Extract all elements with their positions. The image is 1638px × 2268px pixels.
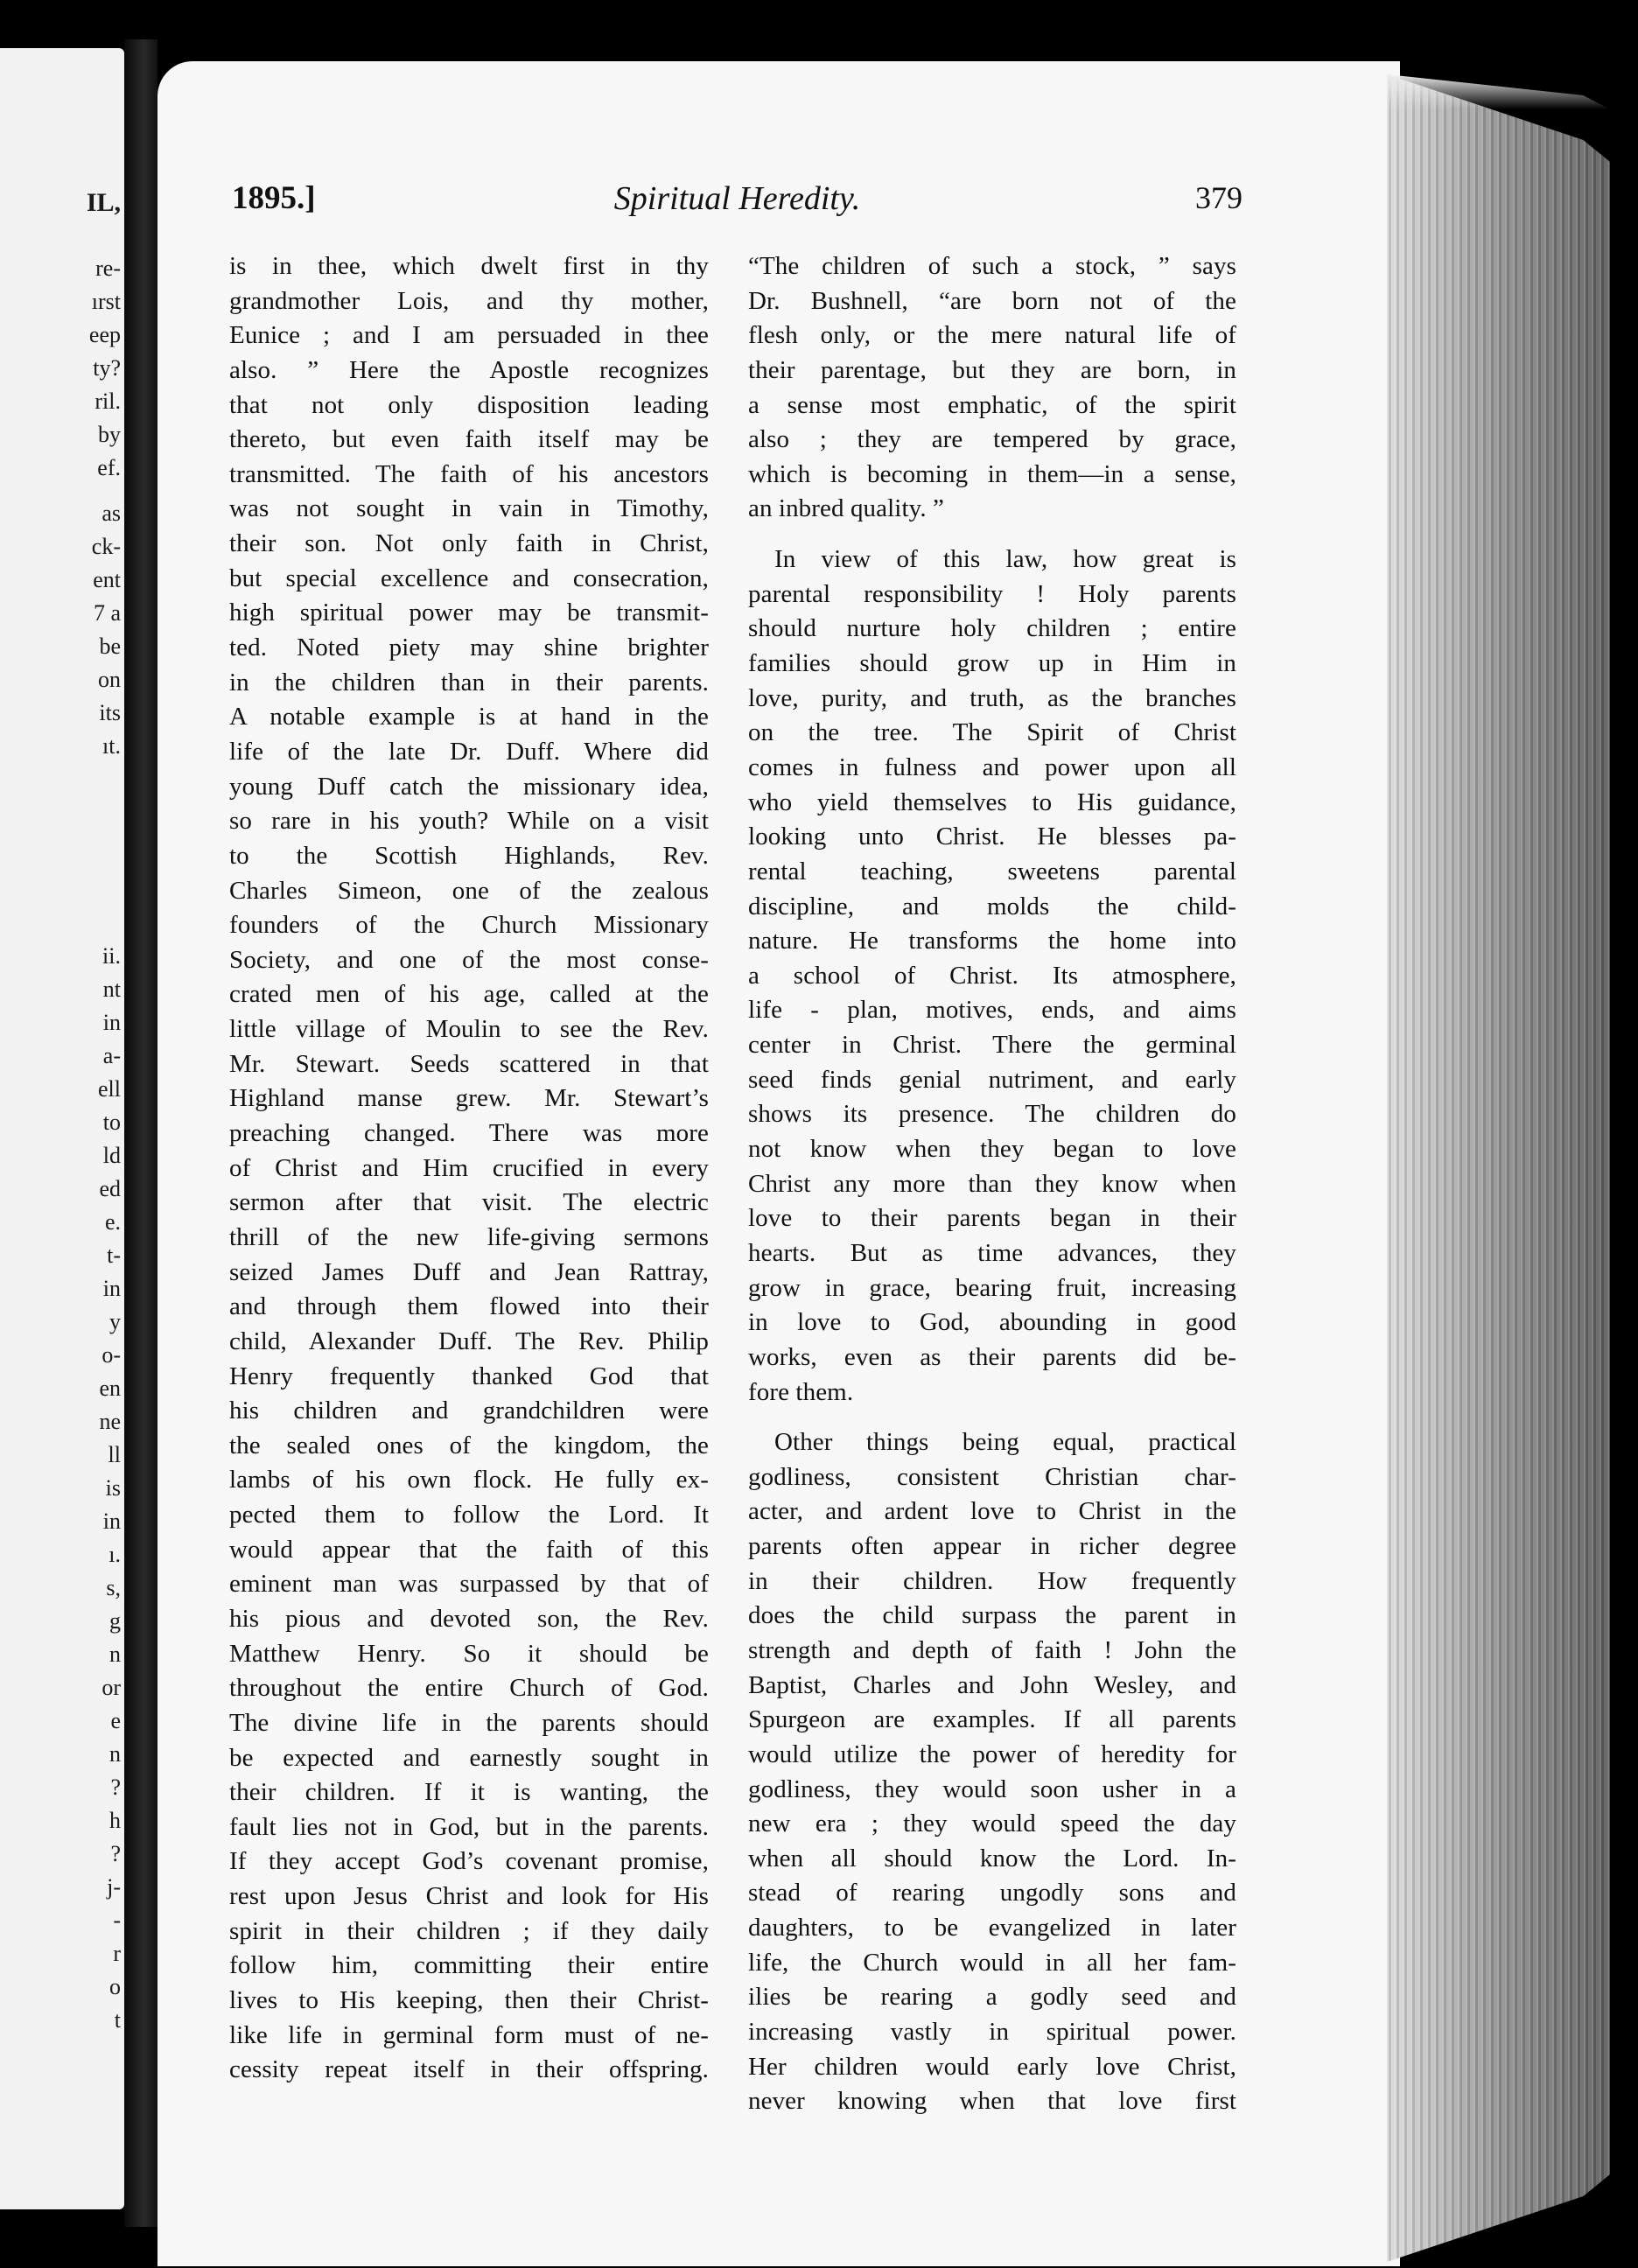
previous-page-edge	[0, 48, 124, 2209]
text-line: and through them flowed into their	[229, 1292, 709, 1321]
text-line: love to their parents began in their	[748, 1204, 1236, 1233]
text-line: life - plan, motives, ends, and aims	[748, 996, 1236, 1025]
text-line: discipline, and molds the child-	[748, 892, 1236, 920]
previous-page-text-fragment: ırst	[91, 289, 121, 314]
text-line: their son. Not only faith in Christ,	[229, 529, 709, 558]
text-line: an inbred quality. ”	[748, 494, 944, 523]
previous-page-text-fragment: n	[109, 1642, 121, 1667]
text-line: rental teaching, sweetens parental	[748, 857, 1236, 886]
previous-page-text-fragment: in	[102, 1010, 121, 1035]
text-line: should nurture holy children ; entire	[748, 614, 1236, 643]
text-line: godliness, they would soon usher in a	[748, 1774, 1236, 1803]
text-line: throughout the entire Church of God.	[229, 1674, 709, 1703]
book-gutter	[124, 39, 158, 2227]
text-line: The divine life in the parents should	[229, 1708, 709, 1737]
previous-page-text-fragment: nt	[102, 976, 121, 1002]
previous-page-text-fragment: o	[109, 1974, 121, 1999]
text-line: Mr. Stewart. Seeds scattered in that	[229, 1049, 709, 1078]
previous-page-text-fragment: r	[113, 1941, 121, 1966]
previous-page-text-fragment: e.	[104, 1209, 121, 1235]
text-line: flesh only, or the mere natural life of	[748, 321, 1236, 350]
previous-page-text-fragment: g	[109, 1608, 121, 1634]
previous-page-text-fragment: a-	[102, 1043, 121, 1068]
previous-page-text-fragment: -	[113, 1908, 121, 1933]
text-line: parents often appear in richer degree	[748, 1532, 1236, 1561]
previous-page-text-fragment: ı.	[108, 1542, 121, 1567]
text-line: center in Christ. There the germinal	[748, 1031, 1236, 1060]
text-line: nature. He transforms the home into	[748, 927, 1236, 956]
text-line: If they accept God’s covenant promise,	[229, 1847, 709, 1876]
previous-page-text-fragment: by	[98, 422, 121, 447]
text-line: seed finds genial nutriment, and early	[748, 1065, 1236, 1094]
text-line: follow him, committing their entire	[229, 1951, 709, 1980]
text-line: who yield themselves to His guidance,	[748, 788, 1236, 816]
text-line: strength and depth of faith ! John the	[748, 1635, 1236, 1664]
previous-page-text-fragment: ef.	[97, 455, 121, 480]
text-line: increasing vastly in spiritual power.	[748, 2018, 1236, 2047]
text-line: eminent man was surpassed by that of	[229, 1570, 709, 1599]
text-line: pected them to follow the Lord. It	[229, 1501, 709, 1530]
text-line: also. ” Here the Apostle recognizes	[229, 355, 709, 384]
text-line: which is becoming in them—in a sense,	[748, 459, 1236, 488]
text-line: Charles Simeon, one of the zealous	[229, 876, 709, 905]
previous-page-text-fragment: ril.	[94, 388, 121, 414]
previous-page-text-fragment: ty?	[93, 355, 121, 381]
text-line: lives to His keeping, then their Christ-	[229, 1986, 709, 2015]
previous-page-text-fragment: j-	[107, 1874, 121, 1900]
text-line: would utilize the power of heredity for	[748, 1740, 1236, 1768]
text-line: Her children would early love Christ,	[748, 2052, 1236, 2081]
text-line: little village of Moulin to see the Rev.	[229, 1015, 709, 1044]
text-line: new era ; they would speed the day	[748, 1810, 1236, 1838]
previous-page-text-fragment: t-	[107, 1242, 121, 1268]
previous-page-text-fragment: ıt.	[102, 733, 121, 759]
text-line: godliness, consistent Christian char-	[748, 1462, 1236, 1491]
text-line: would appear that the faith of this	[229, 1535, 709, 1564]
text-line: never knowing when that love first	[748, 2087, 1236, 2116]
text-line: stead of rearing ungodly sons and	[748, 1879, 1236, 1908]
paragraph	[748, 1425, 1236, 2119]
text-line: daughters, to be evangelized in later	[748, 1914, 1236, 1942]
text-line: Christ any more than they know when	[748, 1169, 1236, 1198]
previous-page-text-fragment: re-	[95, 256, 121, 281]
previous-page-text-fragment: eep	[88, 322, 121, 347]
previous-page-text-fragment: ed	[99, 1176, 121, 1201]
text-line: their parentage, but they are born, in	[748, 355, 1236, 384]
previous-page-text-fragment: 7 a	[93, 600, 121, 626]
text-line: Dr. Bushnell, “are born not of the	[748, 286, 1236, 315]
text-line: looking unto Christ. He blesses pa-	[748, 822, 1236, 851]
text-line: love, purity, and truth, as the branches	[748, 683, 1236, 712]
text-line: on the tree. The Spirit of Christ	[748, 718, 1236, 747]
previous-page-text-fragment: o-	[102, 1342, 121, 1368]
text-line: shows its presence. The children do	[748, 1100, 1236, 1129]
text-line: crated men of his age, called at the	[229, 980, 709, 1009]
text-line: ilies be rearing a godly seed and	[748, 1983, 1236, 2012]
previous-page-text-fragment: ?	[110, 1841, 121, 1866]
text-line: the sealed ones of the kingdom, the	[229, 1431, 709, 1460]
paragraph-gap	[748, 1410, 1236, 1425]
text-line: was not sought in vain in Timothy,	[229, 494, 709, 523]
previous-page-text-fragment: ii.	[102, 943, 121, 969]
text-line: Matthew Henry. So it should be	[229, 1639, 709, 1668]
text-line: works, even as their parents did be-	[748, 1342, 1236, 1371]
page-edges-stack	[1387, 74, 1610, 2262]
text-line: like life in germinal form must of ne-	[229, 2020, 709, 2049]
text-line: not know when they began to love	[748, 1135, 1236, 1164]
left-text-column	[229, 249, 709, 2088]
text-line: Eunice ; and I am persuaded in thee	[229, 321, 709, 350]
text-line: Spurgeon are examples. If all parents	[748, 1705, 1236, 1734]
previous-page-text-fragment: s,	[106, 1575, 121, 1600]
text-line: rest upon Jesus Christ and look for His	[229, 1882, 709, 1911]
previous-page-text-fragment: IL,	[86, 188, 121, 217]
text-line: cessity repeat itself in their offspring.	[229, 2055, 709, 2084]
header-title: Spiritual Heredity.	[613, 180, 861, 217]
text-line: fault lies not in God, but in the parents.	[229, 1812, 709, 1841]
previous-page-text-fragment: in	[102, 1276, 121, 1301]
previous-page-text-fragment: ne	[99, 1409, 121, 1434]
previous-page-text-fragment: or	[102, 1675, 121, 1700]
text-line: preaching changed. There was more	[229, 1119, 709, 1148]
text-line: his pious and devoted son, the Rev.	[229, 1604, 709, 1633]
previous-page-text-fragment: ll	[108, 1442, 121, 1467]
previous-page-text-fragment: ent	[93, 567, 121, 592]
text-line: does the child surpass the parent in	[748, 1601, 1236, 1630]
previous-page-text-fragment: as	[102, 500, 121, 526]
text-line: to the Scottish Highlands, Rev.	[229, 841, 709, 870]
text-line: In view of this law, how great is	[774, 545, 1236, 574]
previous-page-text-fragment: its	[99, 700, 121, 725]
text-line: Society, and one of the most conse-	[229, 945, 709, 974]
text-line: Highland manse grew. Mr. Stewart’s	[229, 1084, 709, 1113]
text-line: grandmother Lois, and thy mother,	[229, 286, 709, 315]
paragraph	[748, 249, 1236, 527]
previous-page-text-fragment: e	[110, 1708, 121, 1733]
text-line: high spiritual power may be transmit-	[229, 598, 709, 627]
text-line: hearts. But as time advances, they	[748, 1238, 1236, 1267]
previous-page-text-fragment: ell	[98, 1076, 121, 1102]
text-line: in their children. How frequently	[748, 1566, 1236, 1595]
previous-page-text-fragment: is	[105, 1475, 121, 1501]
previous-page-text-fragment: to	[102, 1110, 121, 1135]
text-line: ted. Noted piety may shine brighter	[229, 634, 709, 662]
previous-page-text-fragment: y	[109, 1309, 121, 1334]
previous-page-text-fragment: ?	[110, 1774, 121, 1800]
text-line: thrill of the new life-giving sermons	[229, 1222, 709, 1251]
text-line: comes in fulness and power upon all	[748, 752, 1236, 781]
text-line: acter, and ardent love to Christ in the	[748, 1497, 1236, 1526]
text-line: in love to God, abounding in good	[748, 1308, 1236, 1337]
text-line: spirit in their children ; if they daily	[229, 1916, 709, 1945]
text-line: but special excellence and consecration,	[229, 564, 709, 592]
previous-page-text-fragment: be	[99, 634, 121, 659]
text-line: sermon after that visit. The electric	[229, 1188, 709, 1217]
text-line: so rare in his youth? While on a visit	[229, 807, 709, 836]
text-line: thereto, but even faith itself may be	[229, 425, 709, 454]
text-line: a school of Christ. Its atmosphere,	[748, 961, 1236, 990]
previous-page-text-fragment: t	[114, 2007, 121, 2033]
previous-page-text-fragment: en	[99, 1376, 121, 1401]
running-header	[232, 179, 1242, 223]
text-line: seized James Duff and Jean Rattray,	[229, 1257, 709, 1286]
paragraph-gap	[748, 527, 1236, 542]
text-line: families should grow up in Him in	[748, 649, 1236, 678]
previous-page-text-fragment: h	[109, 1808, 121, 1833]
text-line: Baptist, Charles and John Wesley, and	[748, 1670, 1236, 1699]
text-line: of Christ and Him crucified in every	[229, 1153, 709, 1182]
text-line: life of the late Dr. Duff. Where did	[229, 737, 709, 766]
text-line: their children. If it is wanting, the	[229, 1778, 709, 1807]
text-line: a sense most emphatic, of the spirit	[748, 390, 1236, 419]
text-line: parental responsibility ! Holy parents	[748, 579, 1236, 608]
right-text-column	[748, 249, 1236, 2119]
text-line: “The children of such a stock, ” says	[748, 252, 1236, 280]
text-line: when all should know the Lord. In-	[748, 1844, 1236, 1872]
previous-page-text-fragment: ld	[102, 1143, 121, 1168]
text-line: lambs of his own flock. He fully ex-	[229, 1466, 709, 1494]
previous-page-text-fragment: ck-	[91, 534, 121, 559]
text-line: that not only disposition leading	[229, 390, 709, 419]
text-line: in the children than in their parents.	[229, 668, 709, 696]
paragraph	[748, 542, 1236, 1410]
page-number: 379	[1195, 180, 1242, 215]
text-line: child, Alexander Duff. The Rev. Philip	[229, 1326, 709, 1355]
text-line: Henry frequently thanked God that	[229, 1362, 709, 1390]
text-line: grow in grace, bearing fruit, increasing	[748, 1273, 1236, 1302]
previous-page-text-fragment: n	[109, 1741, 121, 1767]
previous-page-text-fragment: in	[102, 1508, 121, 1534]
text-line: life, the Church would in all her fam-	[748, 1948, 1236, 1977]
text-line: be expected and earnestly sought in	[229, 1743, 709, 1772]
text-line: his children and grandchildren were	[229, 1396, 709, 1425]
text-line: Other things being equal, practical	[774, 1428, 1236, 1457]
text-line: founders of the Church Missionary	[229, 911, 709, 940]
page-edges-top	[1387, 74, 1610, 109]
text-line: also ; they are tempered by grace,	[748, 425, 1236, 454]
header-year: 1895.]	[232, 180, 316, 216]
text-line: fore them.	[748, 1377, 854, 1406]
text-line: is in thee, which dwelt first in thy	[229, 252, 709, 280]
text-line: transmitted. The faith of his ancestors	[229, 459, 709, 488]
text-line: A notable example is at hand in the	[229, 703, 709, 732]
previous-page-text-fragment: on	[98, 667, 121, 692]
text-line: young Duff catch the missionary idea,	[229, 772, 709, 801]
